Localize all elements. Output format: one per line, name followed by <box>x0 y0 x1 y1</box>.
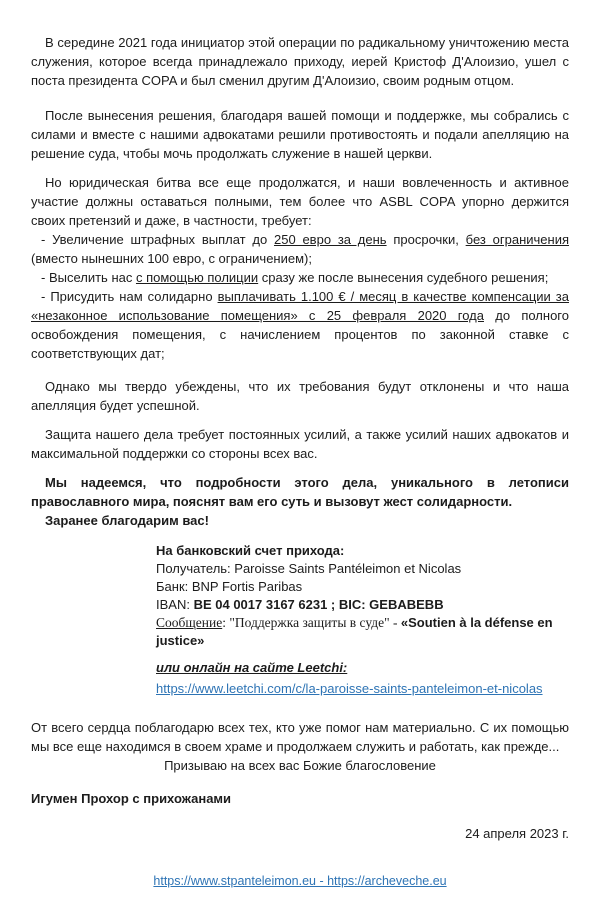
bank-iban <box>156 596 569 614</box>
message-french: «Soutien à la défense en justice» <box>156 615 553 648</box>
demand-item-eviction <box>31 268 569 287</box>
iban-label: IBAN: <box>156 597 194 612</box>
paragraph-gratitude: От всего сердца поблагодарю всех тех, кто уже помог нам материально. С их помощью мы все еще находимся в своем храме и продолжаем служить и работать, как прежде... <box>31 720 569 754</box>
bank-recipient: Получатель: Paroisse Saints Pantéleimon et Nicolas <box>156 561 462 576</box>
demand-item-compensation <box>31 287 569 363</box>
demand-text: до полного освобождения помещения, с начислением процентов по законной ставке с соответствующих дат; <box>31 308 569 361</box>
demand-text: - Выселить нас <box>41 270 136 285</box>
leetchi-block <box>156 658 569 698</box>
demand-text: - Присудить нам солидарно <box>41 289 218 304</box>
bank-details-block <box>156 542 569 650</box>
paragraph-appeal: После вынесения решения, благодаря вашей помощи и поддержке, мы собрались с силами и вместе с нашими адвокатами решили противостоять и подали апелляцию на решение суда, чтобы мочь продолжать служение в нашей церкви. <box>31 108 569 161</box>
paragraph-hope: Мы надеемся, что подробности этого дела, уникального в летописи православного мира, пояснят вам его суть и вызовут жест солидарности. <box>31 475 569 509</box>
demand-underlined: 250 евро за день <box>273 232 387 247</box>
demand-text: (вместо нынешних 100 евро, с ограничением); <box>31 251 312 266</box>
leetchi-link[interactable]: https://www.leetchi.com/c/la-paroisse-saints-panteleimon-et-nicolas <box>156 681 543 696</box>
demand-underlined: выплачивать 1.100 € / месяц в качестве компенсации за «незаконное использование помещения» с 25 февраля 2020 года <box>31 289 569 323</box>
demand-text: просрочки, <box>386 232 466 247</box>
iban-value: BE 04 0017 3167 6231 ; BIC: GEBABEBB <box>193 597 444 612</box>
demand-underlined: без ограничения <box>465 232 569 247</box>
message-text: : "Поддержка защиты в суде" - <box>222 615 401 630</box>
hope-block <box>31 473 569 530</box>
paragraph-convinced: Однако мы твердо убеждены, что их требования будут отклонены и что наша апелляция будет успешной. <box>31 379 569 413</box>
signature-line: Игумен Прохор с прихожанами <box>31 791 232 806</box>
message-label: Сообщение <box>156 615 223 630</box>
blessing-line: Призываю на всех вас Божие благословение <box>164 758 436 773</box>
paragraph-initiator: В середине 2021 года инициатор этой операции по радикальному уничтожению места служения, которое всегда принадлежало приходу, иерей Кристоф Д'Алоизио, ушел с поста президента COPA и был сменил другим Д'Алоизио, своим родным отцом. <box>31 35 569 88</box>
bank-title: На банковский счет прихода: <box>156 543 345 558</box>
demand-text: - Увеличение штрафных выплат до <box>41 232 274 247</box>
date-line: 24 апреля 2023 г. <box>465 826 569 841</box>
paragraph-defense: Защита нашего дела требует постоянных усилий, а также усилий наших адвокатов и максимальной поддержки со стороны всех вас. <box>31 427 569 461</box>
leetchi-heading: или онлайн на сайте Leetchi: <box>156 660 348 675</box>
bank-message <box>156 614 569 650</box>
demands-list <box>31 230 569 363</box>
paragraph-thanks: Заранее благодарим вас! <box>45 513 209 528</box>
demand-text: сразу же после вынесения судебного решения; <box>258 270 549 285</box>
bank-name: Банк: BNP Fortis Paribas <box>156 579 303 594</box>
demand-underlined: с помощью полиции <box>135 270 259 285</box>
footer <box>0 872 600 891</box>
demand-item-penalty <box>31 230 569 268</box>
footer-links[interactable]: https://www.stpanteleimon.eu - https://archeveche.eu <box>153 874 447 888</box>
paragraph-battle: Но юридическая битва все еще продолжатся, и наши вовлеченность и активное участие должны оставаться полными, тем более что ASBL COPA упорно держится своих претензий и даже, в частности, требует: <box>31 175 569 228</box>
